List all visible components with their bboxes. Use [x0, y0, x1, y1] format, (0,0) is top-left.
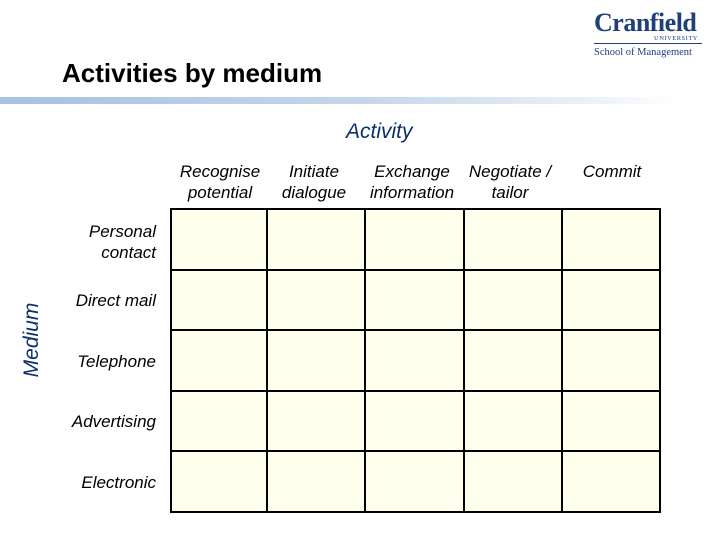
matrix-row — [171, 391, 660, 452]
row-header-advertising: Advertising — [71, 412, 156, 431]
matrix-cell — [562, 209, 660, 270]
row-header-direct-mail: Direct mail — [75, 291, 156, 310]
activity-medium-matrix — [170, 208, 661, 513]
matrix-cell — [171, 391, 267, 452]
matrix-row — [171, 330, 660, 391]
logo-name: Cranfield — [594, 8, 697, 37]
column-header-recognise-potential: Recognise potential — [179, 162, 261, 202]
column-header-negotiate-tailor: Negotiate / tailor — [468, 162, 552, 202]
logo-divider — [594, 43, 702, 44]
activity-axis-label: Activity — [346, 120, 413, 143]
matrix-cell — [464, 330, 562, 391]
slide-title: Activities by medium — [62, 58, 323, 88]
medium-axis-label: Medium — [20, 302, 43, 378]
matrix-cell — [562, 330, 660, 391]
title-underline-bar — [0, 97, 680, 104]
matrix-cell — [562, 270, 660, 331]
column-header-initiate-dialogue: Initiate dialogue — [281, 162, 347, 202]
matrix-cell — [365, 451, 464, 512]
matrix-cell — [464, 391, 562, 452]
matrix-cell — [464, 451, 562, 512]
matrix-cell — [562, 391, 660, 452]
matrix-cell — [562, 451, 660, 512]
matrix-cell — [267, 391, 365, 452]
matrix-cell — [267, 209, 365, 270]
matrix-row — [171, 270, 660, 331]
matrix-row — [171, 451, 660, 512]
column-header-commit: Commit — [582, 162, 642, 181]
matrix-cell — [365, 391, 464, 452]
matrix-row — [171, 209, 660, 270]
cranfield-logo — [592, 8, 704, 60]
logo-subtitle: UNIVERSITY — [654, 35, 698, 42]
column-header-exchange-information: Exchange information — [369, 162, 455, 202]
logo-school: School of Management — [594, 47, 692, 58]
row-header-telephone: Telephone — [77, 352, 156, 371]
matrix-cell — [365, 330, 464, 391]
matrix-cell — [365, 209, 464, 270]
matrix-cell — [171, 270, 267, 331]
matrix-cell — [171, 330, 267, 391]
matrix-cell — [267, 270, 365, 331]
matrix-cell — [464, 209, 562, 270]
matrix-cell — [171, 451, 267, 512]
row-header-electronic: Electronic — [81, 473, 156, 492]
matrix-cell — [365, 270, 464, 331]
matrix-cell — [267, 451, 365, 512]
row-header-personal-contact: Personal contact — [88, 222, 156, 262]
matrix-cell — [171, 209, 267, 270]
matrix-cell — [267, 330, 365, 391]
matrix-cell — [464, 270, 562, 331]
